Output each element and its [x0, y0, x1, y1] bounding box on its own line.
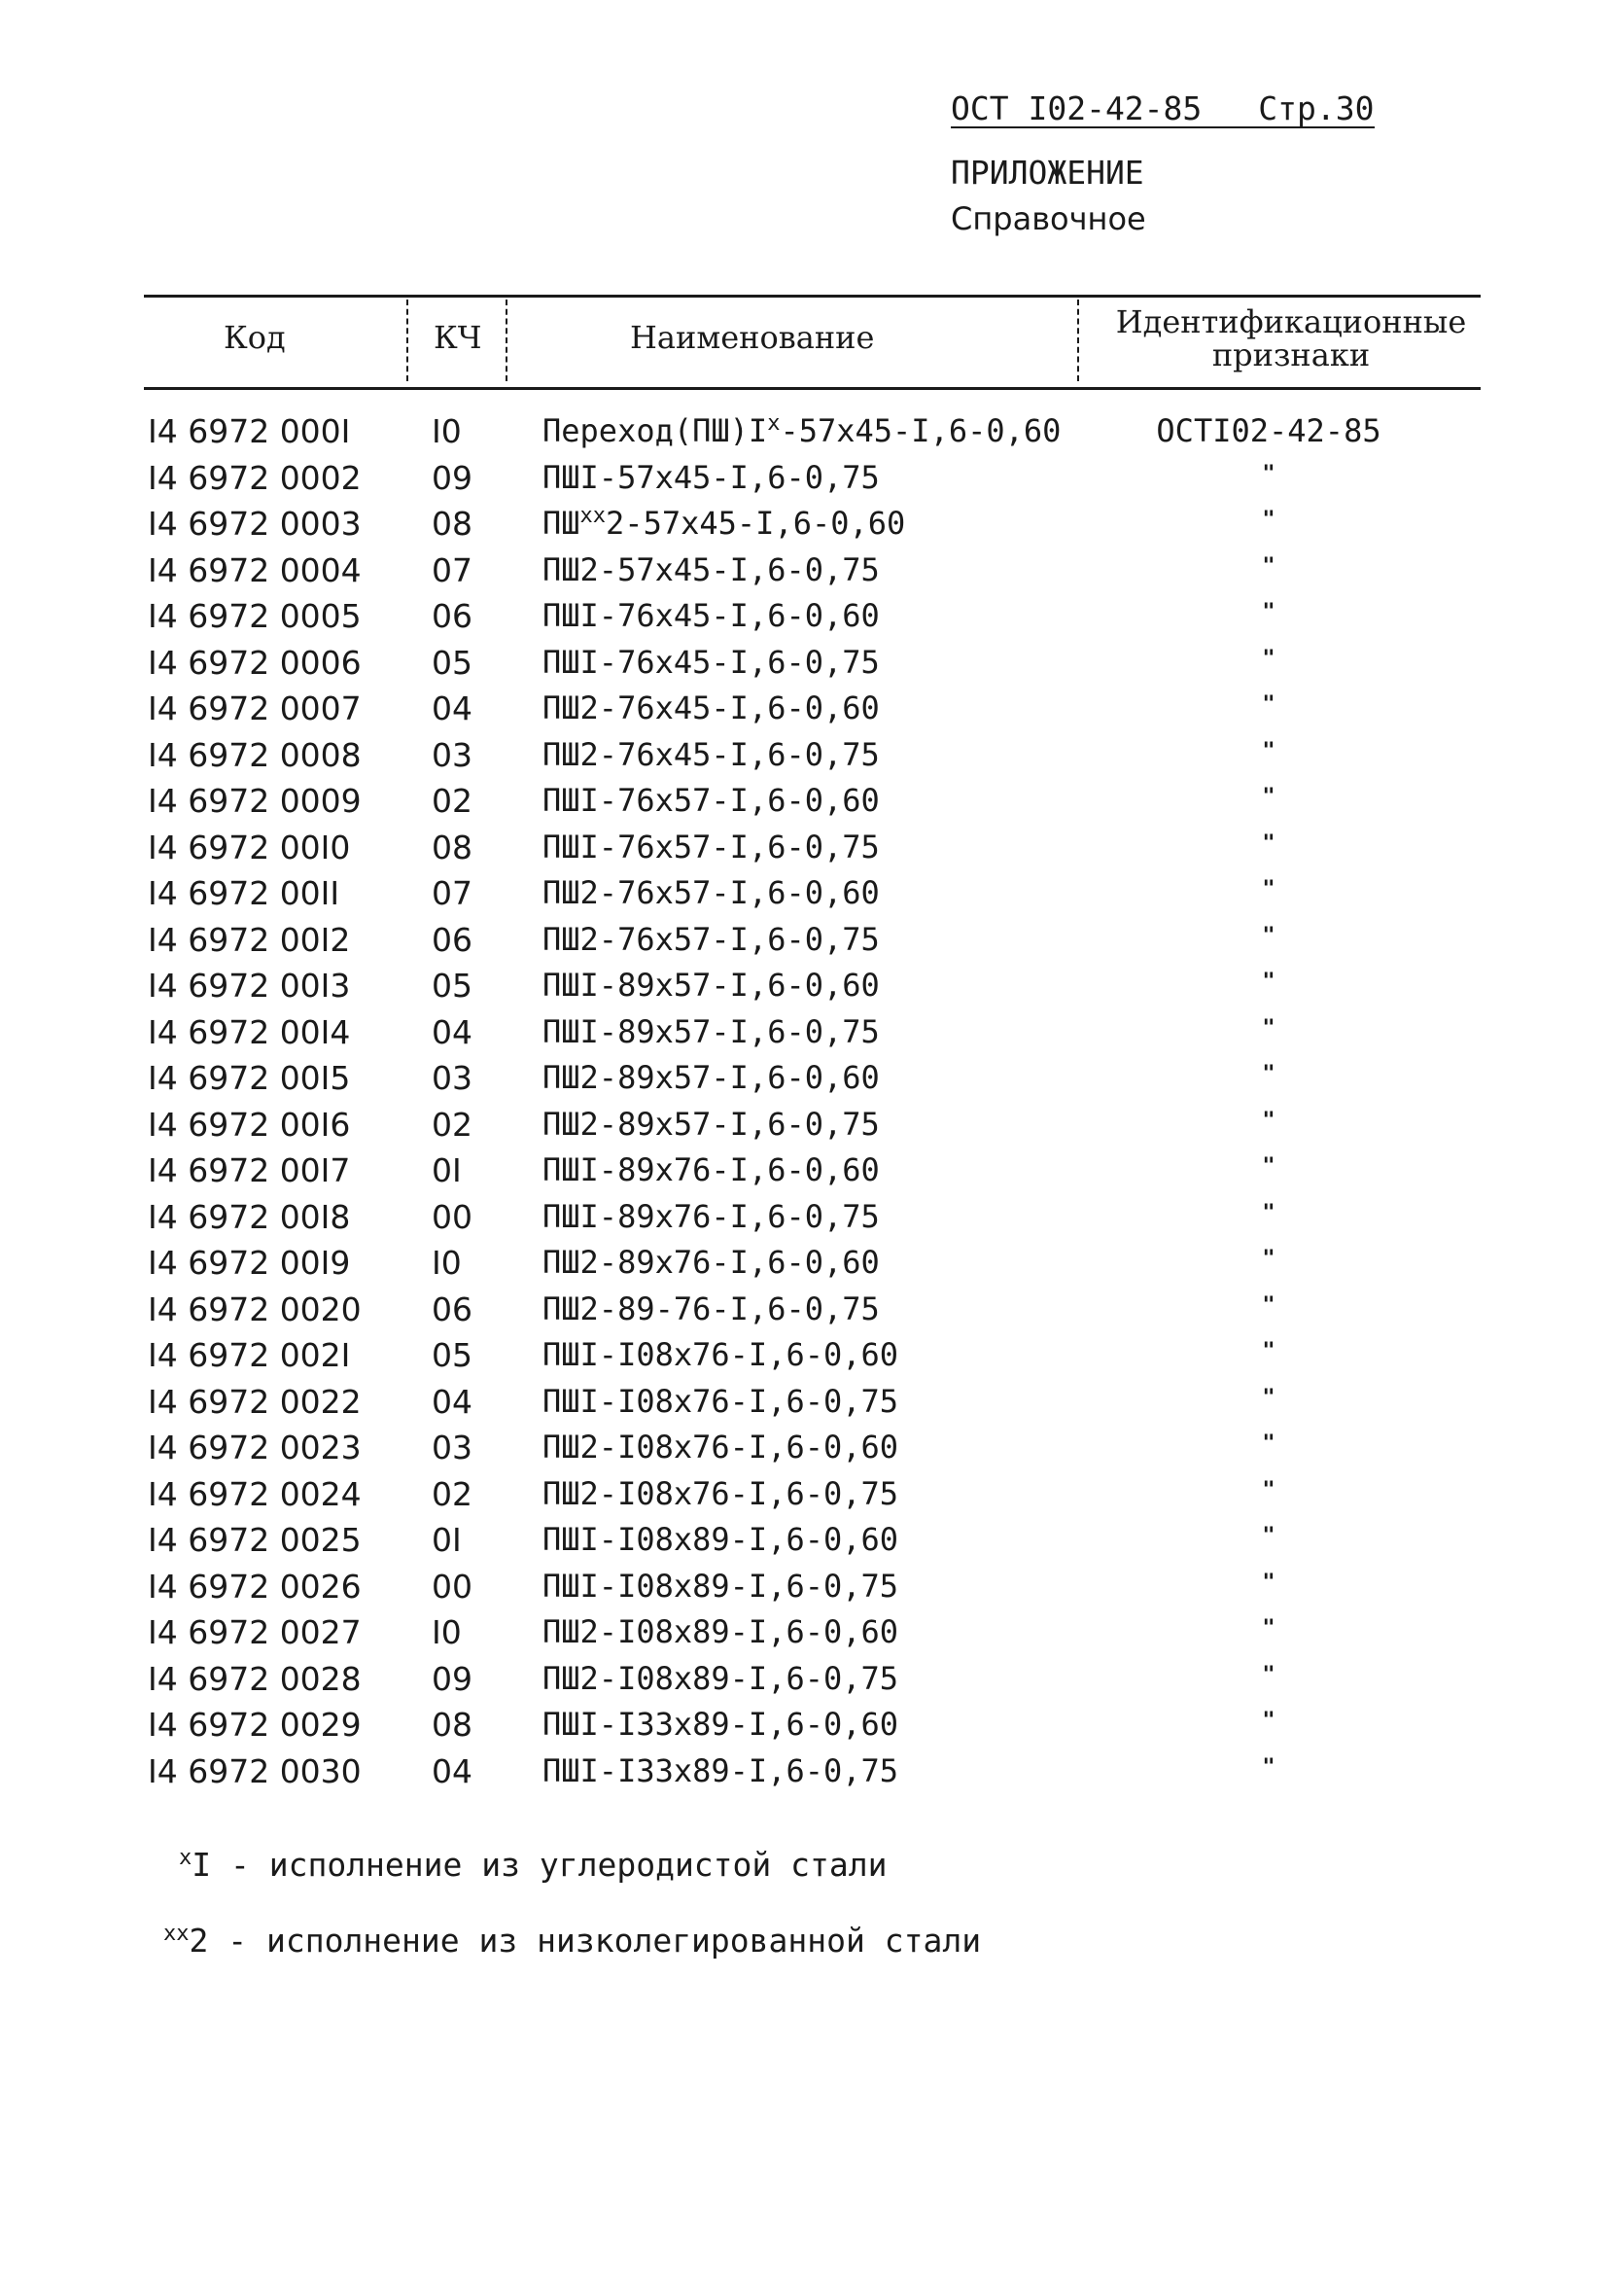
ditto-mark: ": [1262, 1339, 1275, 1363]
cell-name: [542, 1240, 880, 1287]
ditto-mark: ": [1262, 461, 1275, 486]
cell-kch: 05: [432, 1336, 472, 1374]
cell-kch: 05: [432, 643, 472, 682]
ditto-mark: ": [1262, 1616, 1275, 1641]
cell-name: [542, 1656, 898, 1703]
cell-name-text: ПШI-89х57-I,6-0,60: [542, 967, 880, 1004]
cell-kch: 04: [432, 1751, 472, 1790]
cell-code: I4 6972 0023: [148, 1429, 362, 1466]
ditto-mark: ": [1262, 646, 1275, 671]
cell-name-text: 2-57х45-I,6-0,60: [606, 505, 906, 542]
cell-kch: 03: [432, 735, 472, 774]
cell-name-text: ПШI-I33х89-I,6-0,75: [542, 1751, 899, 1789]
cell-code: I4 6972 0009: [148, 782, 362, 820]
cell-kch: 07: [432, 550, 472, 589]
cell-name-text: ПШ2-I08х76-I,6-0,60: [542, 1429, 899, 1466]
table-top-rule: [144, 295, 1481, 298]
cell-code: I4 6972 0027: [148, 1613, 362, 1651]
cell-name: [542, 1102, 880, 1148]
cell-code: I4 6972 0008: [148, 735, 362, 774]
table-body: [0, 408, 1607, 1794]
footnote-marker: х: [767, 411, 781, 436]
cell-name-text: ПШ2-I08х89-I,6-0,60: [542, 1613, 899, 1650]
cell-name: [542, 455, 880, 502]
column-header-kch: КЧ: [434, 319, 482, 356]
ditto-mark: ": [1262, 1292, 1275, 1318]
cell-name-text: ПШ2-89х57-I,6-0,75: [542, 1105, 880, 1143]
ditto-mark: ": [1262, 692, 1275, 717]
cell-name-text: ПШ2-89х57-I,6-0,60: [542, 1059, 880, 1096]
table-row: [0, 825, 1607, 871]
cell-name-text: ПШ2-76х57-I,6-0,60: [542, 874, 880, 911]
cell-name-text: ПШ2-76х45-I,6-0,60: [542, 689, 880, 726]
cell-name: [542, 1471, 898, 1518]
table-row: [0, 1332, 1607, 1379]
cell-kch: 04: [432, 1382, 472, 1421]
ditto-mark: ": [1262, 738, 1275, 763]
cell-code: I4 6972 00I3: [148, 967, 351, 1005]
cell-name: [542, 548, 880, 594]
cell-name-text: ПШI-89х57-I,6-0,75: [542, 1012, 880, 1050]
table-row: [0, 1517, 1607, 1564]
cell-name: [542, 1609, 898, 1656]
cell-name: [542, 1379, 898, 1426]
footnote-2: [163, 1922, 981, 1960]
cell-code: I4 6972 00I9: [148, 1244, 351, 1282]
ditto-mark: ": [1262, 970, 1275, 994]
cell-name-text: ПШI-I08х89-I,6-0,60: [542, 1521, 899, 1558]
cell-name-text: ПШI-I08х89-I,6-0,75: [542, 1567, 899, 1605]
cell-kch: 02: [432, 1105, 472, 1144]
cell-name: [542, 1332, 898, 1379]
cell-kch: 00: [432, 1197, 472, 1236]
appendix-type: Справочное: [951, 200, 1146, 237]
cell-code: I4 6972 0004: [148, 550, 362, 589]
table-row: [0, 1102, 1607, 1148]
cell-kch: I0: [432, 1613, 462, 1651]
cell-code: I4 6972 0025: [148, 1521, 362, 1559]
table-row: [0, 1748, 1607, 1795]
table-row: [0, 732, 1607, 779]
column-separator: [506, 300, 507, 381]
cell-code: I4 6972 0029: [148, 1706, 362, 1744]
cell-name: [542, 686, 880, 732]
cell-kch: 08: [432, 1706, 472, 1744]
cell-name: [542, 1748, 898, 1795]
cell-name-text: ПШI-I08х76-I,6-0,75: [542, 1382, 899, 1420]
cell-code: I4 6972 00I6: [148, 1105, 351, 1144]
cell-code: I4 6972 0002: [148, 458, 362, 497]
cell-code: I4 6972 00I5: [148, 1059, 351, 1097]
ditto-mark: ": [1262, 1570, 1275, 1595]
cell-name: [542, 1009, 880, 1056]
footnote-marker: х: [179, 1846, 192, 1870]
ditto-mark: ": [1262, 508, 1275, 532]
cell-name: [542, 1425, 898, 1471]
document-header: [951, 89, 1375, 128]
cell-name-text: ПШ2-I08х76-I,6-0,75: [542, 1474, 899, 1512]
footnote-marker: хх: [579, 504, 607, 528]
table-row: [0, 1009, 1607, 1056]
cell-kch: I0: [432, 412, 462, 450]
ditto-mark: ": [1262, 1385, 1275, 1410]
table-row: [0, 593, 1607, 640]
footnote-text: I - исполнение из углеродистой стали: [192, 1846, 888, 1884]
column-separator: [1077, 300, 1079, 381]
cell-code: I4 6972 00II: [148, 874, 340, 912]
cell-name: [542, 1564, 898, 1610]
column-header-ident-line1: Идентификационные: [1115, 303, 1467, 340]
table-row: [0, 1194, 1607, 1241]
cell-name: [542, 1702, 898, 1748]
cell-name: [542, 1194, 880, 1241]
table-row: [0, 1379, 1607, 1426]
cell-name-text: ПШ2-I08х89-I,6-0,75: [542, 1659, 899, 1697]
ditto-mark: ": [1262, 553, 1275, 579]
table-row: [0, 1148, 1607, 1194]
table-row: [0, 455, 1607, 502]
cell-name: [542, 408, 1061, 455]
cell-name-text: ПШI-76х45-I,6-0,75: [542, 643, 880, 681]
table-row: [0, 1055, 1607, 1102]
ditto-mark: ": [1262, 1524, 1275, 1548]
cell-name-text: ПШ2-76х45-I,6-0,75: [542, 735, 880, 773]
cell-name: [542, 1517, 898, 1564]
cell-name-text: ПШ2-76х57-I,6-0,75: [542, 920, 880, 958]
cell-kch: I0: [432, 1244, 462, 1282]
cell-code: I4 6972 0022: [148, 1382, 362, 1421]
cell-kch: 02: [432, 1474, 472, 1513]
cell-code: I4 6972 0024: [148, 1474, 362, 1513]
table-row: [0, 1425, 1607, 1471]
ditto-mark: ": [1262, 830, 1275, 856]
cell-code: I4 6972 002I: [148, 1336, 351, 1374]
ditto-mark: ": [1262, 1200, 1275, 1225]
cell-kch: 03: [432, 1429, 472, 1466]
cell-name-text: ПШ2-89х76-I,6-0,60: [542, 1244, 880, 1281]
cell-kch: 0I: [432, 1151, 462, 1189]
cell-code: I4 6972 00I8: [148, 1197, 351, 1236]
cell-name-text: ПШI-57х45-I,6-0,75: [542, 458, 880, 496]
cell-name-text: ПШI-76х57-I,6-0,75: [542, 828, 880, 865]
cell-kch: 04: [432, 1012, 472, 1051]
cell-code: I4 6972 0026: [148, 1567, 362, 1606]
cell-ident: ОСТI02-42-85: [1156, 412, 1381, 449]
cell-kch: 0I: [432, 1521, 462, 1559]
cell-code: I4 6972 0006: [148, 643, 362, 682]
appendix-title: ПРИЛОЖЕНИЕ: [951, 154, 1144, 192]
footnote-marker: хх: [163, 1922, 190, 1946]
cell-kch: 08: [432, 828, 472, 866]
cell-name-text: ПШI-76х57-I,6-0,60: [542, 782, 880, 819]
cell-name: [542, 1287, 880, 1333]
ditto-mark: ": [1262, 1709, 1275, 1733]
table-row: [0, 778, 1607, 825]
table-row: [0, 1702, 1607, 1748]
ditto-mark: ": [1262, 1662, 1275, 1687]
cell-name: [542, 1055, 880, 1102]
cell-name-text: ПШ2-89-76-I,6-0,75: [542, 1289, 880, 1327]
ditto-mark: ": [1262, 600, 1275, 624]
column-header-ident-line2: признаки: [1211, 336, 1371, 373]
table-row: [0, 1656, 1607, 1703]
ditto-mark: ": [1262, 1062, 1275, 1086]
footnote-text: 2 - исполнение из низколегированной стали: [189, 1922, 982, 1960]
table-row: [0, 917, 1607, 964]
document-code: ОСТ I02-42-85: [951, 91, 1258, 128]
ditto-mark: ": [1262, 785, 1275, 809]
cell-kch: 05: [432, 967, 472, 1005]
ditto-mark: ": [1262, 1015, 1275, 1041]
column-separator: [406, 300, 408, 381]
cell-kch: 09: [432, 458, 472, 497]
cell-kch: 09: [432, 1659, 472, 1698]
cell-code: I4 6972 0030: [148, 1751, 362, 1790]
table-row: [0, 870, 1607, 917]
table-header-rule: [144, 387, 1481, 390]
ditto-mark: ": [1262, 923, 1275, 948]
cell-name: [542, 1148, 880, 1194]
table-row: [0, 1564, 1607, 1610]
cell-name: [542, 917, 880, 964]
cell-name-text: ПШI-I33х89-I,6-0,60: [542, 1706, 899, 1743]
column-header-name: Наименование: [630, 319, 875, 356]
cell-name-text: ПШ2-57х45-I,6-0,75: [542, 550, 880, 588]
cell-code: I4 6972 0003: [148, 505, 362, 543]
column-header-ident: [1097, 305, 1485, 371]
cell-name-text: ПШI-89х76-I,6-0,60: [542, 1151, 880, 1188]
ditto-mark: ": [1262, 1477, 1275, 1502]
table-row: [0, 640, 1607, 687]
table-row: [0, 1609, 1607, 1656]
cell-name-text: ПШ: [542, 505, 580, 542]
ditto-mark: ": [1262, 1108, 1275, 1133]
cell-name: [542, 501, 905, 548]
table-row: [0, 1287, 1607, 1333]
cell-code: I4 6972 000I: [148, 412, 351, 450]
column-header-code: Код: [224, 319, 286, 356]
cell-name-text: ПШI-I08х76-I,6-0,60: [542, 1336, 899, 1373]
cell-code: I4 6972 00I2: [148, 920, 351, 959]
table-row: [0, 501, 1607, 548]
cell-name-text: ПШI-76х45-I,6-0,60: [542, 597, 880, 634]
cell-code: I4 6972 0020: [148, 1289, 362, 1328]
table-row: [0, 1471, 1607, 1518]
cell-name: [542, 732, 880, 779]
ditto-mark: ": [1262, 1247, 1275, 1271]
cell-code: I4 6972 0007: [148, 689, 362, 727]
page-number: Стр.30: [1258, 89, 1375, 127]
ditto-mark: ": [1262, 1754, 1275, 1780]
cell-name-text: Переход(ПШ)I: [542, 412, 768, 449]
cell-kch: 02: [432, 782, 472, 820]
cell-kch: 06: [432, 597, 472, 635]
cell-name: [542, 825, 880, 871]
cell-code: I4 6972 0028: [148, 1659, 362, 1698]
cell-kch: 06: [432, 920, 472, 959]
ditto-mark: ": [1262, 877, 1275, 901]
cell-kch: 00: [432, 1567, 472, 1606]
cell-code: I4 6972 0005: [148, 597, 362, 635]
cell-name-text: ПШI-89х76-I,6-0,75: [542, 1197, 880, 1235]
table-row: [0, 686, 1607, 732]
table-row: [0, 408, 1607, 455]
cell-kch: 06: [432, 1289, 472, 1328]
table-row: [0, 963, 1607, 1009]
ditto-mark: ": [1262, 1154, 1275, 1179]
cell-name: [542, 640, 880, 687]
cell-name: [542, 870, 880, 917]
cell-kch: 08: [432, 505, 472, 543]
ditto-mark: ": [1262, 1431, 1275, 1456]
table-row: [0, 1240, 1607, 1287]
cell-kch: 04: [432, 689, 472, 727]
cell-name: [542, 778, 880, 825]
cell-code: I4 6972 00I7: [148, 1151, 351, 1189]
table-row: [0, 548, 1607, 594]
cell-code: I4 6972 00I4: [148, 1012, 351, 1051]
cell-kch: 07: [432, 874, 472, 912]
cell-code: I4 6972 00I0: [148, 828, 351, 866]
cell-name: [542, 963, 880, 1009]
cell-name-text: -57х45-I,6-0,60: [780, 412, 1062, 449]
cell-kch: 03: [432, 1059, 472, 1097]
cell-name: [542, 593, 880, 640]
footnote-1: [179, 1846, 888, 1884]
